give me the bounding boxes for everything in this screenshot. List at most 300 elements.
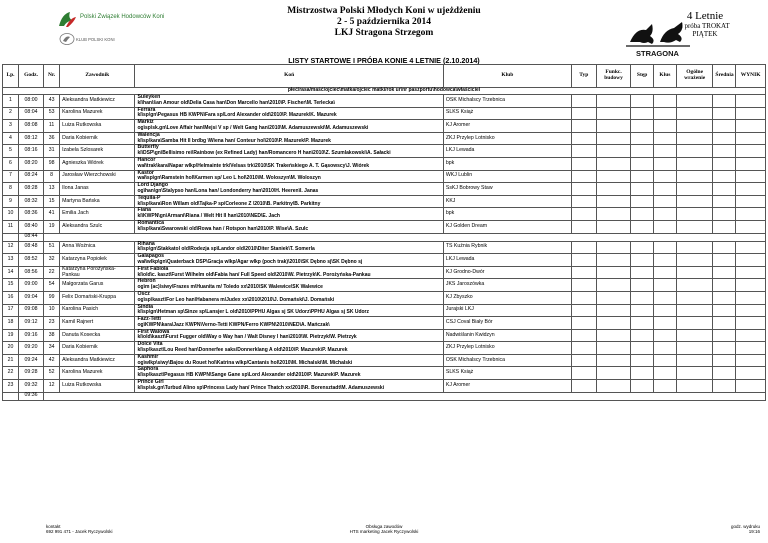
row-time: 08:04 <box>18 107 43 120</box>
horse-details: kl\sp\kaszt\Lou Reed han\Donnerfee saks/Donnerklang A old\2010\P. Mazurek\P. Mazurek <box>137 347 348 354</box>
table-row <box>3 120 766 133</box>
row-club: KKJ <box>443 195 571 208</box>
row-horse <box>135 329 443 342</box>
score-cell <box>654 170 677 183</box>
score-cell <box>571 354 596 367</box>
score-cell <box>654 317 677 330</box>
table-row <box>3 254 766 267</box>
horse-details: kl\old\kaszt\Furst Fugger old\Way o Way han / Walt Disney I han\2010\W. Pietrzyk\W. Pietrzyk <box>137 334 357 341</box>
horse-name: Ferrara <box>137 106 156 113</box>
table-row <box>3 354 766 367</box>
row-time: 08:48 <box>18 241 43 254</box>
horse-details: kl\sp\kaszt\Pegasus HB KWPN\Sange Gane sp\Lord Alexander old\2010\P. Mazurek\P. Mazurek <box>137 372 361 379</box>
row-club: LKJ Lewada <box>443 254 571 267</box>
row-horse <box>135 157 443 170</box>
table-row <box>3 145 766 158</box>
score-cell <box>631 317 654 330</box>
horse-details: og\sp\sk.gn\Love Affair han\Mejsi V sp / Welt Gang han\2010\M. Adamuszewski\M. Adamuszewski <box>137 124 369 131</box>
score-cell <box>654 304 677 317</box>
score-cell <box>596 279 630 292</box>
row-horse <box>135 220 443 233</box>
table-row <box>3 208 766 221</box>
score-cell <box>571 266 596 279</box>
row-horse <box>135 120 443 133</box>
horse-name: Prince Girl <box>137 379 164 386</box>
score-cell <box>676 354 713 367</box>
row-lp: 15 <box>3 279 19 292</box>
score-cell <box>676 380 713 393</box>
row-lp: 14 <box>3 266 19 279</box>
table-row <box>3 317 766 330</box>
score-cell <box>676 279 713 292</box>
score-cell <box>676 145 713 158</box>
score-cell <box>631 170 654 183</box>
score-cell <box>713 266 736 279</box>
row-nr: 43 <box>44 95 60 108</box>
row-nr: 11 <box>44 120 60 133</box>
col-wynik: WYNIK <box>736 65 766 88</box>
score-cell <box>631 157 654 170</box>
score-cell <box>654 183 677 196</box>
row-time: 09:12 <box>18 317 43 330</box>
horse-name: Walencja <box>137 131 160 138</box>
row-time: 08:12 <box>18 132 43 145</box>
score-cell <box>654 241 677 254</box>
row-nr: 13 <box>44 183 60 196</box>
score-cell <box>596 354 630 367</box>
footer-print-value: 19:16 <box>748 529 760 534</box>
row-lp: 20 <box>3 342 19 355</box>
col-lp: Lp. <box>3 65 19 88</box>
score-cell <box>736 291 766 304</box>
score-cell <box>571 170 596 183</box>
horse-name: First Waiowa <box>137 328 170 335</box>
row-rider: Danuta Kosecka <box>60 329 135 342</box>
row-horse <box>135 317 443 330</box>
row-time: 08:28 <box>18 183 43 196</box>
row-nr: 22 <box>44 266 60 279</box>
horse-name: Oscz <box>137 290 150 297</box>
score-cell <box>736 220 766 233</box>
score-cell <box>654 120 677 133</box>
row-lp: 2 <box>3 107 19 120</box>
score-cell <box>713 132 736 145</box>
score-cell <box>736 170 766 183</box>
horse-details: kl\sp\gn\Pegasus HB KWPN\Fara sp/Lord Alexander old\2010\P. Mazurek\K. Mazurek <box>137 112 337 119</box>
category-tag <box>650 10 760 38</box>
score-cell <box>654 367 677 380</box>
score-cell <box>713 279 736 292</box>
score-cell <box>676 195 713 208</box>
score-cell <box>596 380 630 393</box>
score-cell <box>713 95 736 108</box>
row-lp: 11 <box>3 220 19 233</box>
row-time: 08:20 <box>18 157 43 170</box>
row-club: TS Kuźnia Rybnik <box>443 241 571 254</box>
score-cell <box>631 195 654 208</box>
horse-details: kl\old\c. kaszt\Furst Wilhelm old\Fabia han/ Full Speed old\2010\W. Pietrzyk\K. Porożyńska-Pankau <box>137 271 371 278</box>
row-time: 09:28 <box>18 367 43 380</box>
horse-details: wał\sp\gn\Ramstein hol\Karmen sp/ Leo L hol\2010\M. Woloszyn\M. Woloszyn <box>137 175 321 182</box>
col-godz: Godz. <box>18 65 43 88</box>
score-cell <box>596 145 630 158</box>
score-cell <box>596 304 630 317</box>
score-cell <box>736 120 766 133</box>
row-club: KJ Aromer <box>443 380 571 393</box>
score-cell <box>654 380 677 393</box>
score-cell <box>571 241 596 254</box>
event-venue: LKJ Stragona Strzegom <box>334 28 434 38</box>
break-time: 09:36 <box>18 392 43 400</box>
horse-name: Romantica <box>137 219 164 226</box>
score-cell <box>713 241 736 254</box>
row-lp: 5 <box>3 145 19 158</box>
table-row <box>3 241 766 254</box>
table-row <box>3 132 766 145</box>
score-cell <box>596 317 630 330</box>
table-row <box>3 183 766 196</box>
row-lp: 12 <box>3 241 19 254</box>
score-cell <box>571 195 596 208</box>
score-cell <box>736 183 766 196</box>
score-cell <box>654 220 677 233</box>
row-horse <box>135 354 443 367</box>
score-cell <box>596 95 630 108</box>
score-cell <box>713 208 736 221</box>
score-cell <box>676 266 713 279</box>
row-horse <box>135 208 443 221</box>
horse-name: Galapagos <box>137 253 164 260</box>
score-cell <box>713 195 736 208</box>
row-time: 08:36 <box>18 208 43 221</box>
col-kon: Koń <box>135 65 443 88</box>
row-horse <box>135 304 443 317</box>
break-spacer <box>44 233 766 241</box>
horse-name: Fiana <box>137 207 152 214</box>
row-lp: 4 <box>3 132 19 145</box>
score-cell <box>736 195 766 208</box>
horse-details: kl\han\ŝan Amour old\Delia Casa han\Don Marcello han\2010\P. Fischer\M. Terlecka\ <box>137 99 335 106</box>
footer-contact-label: kontakt <box>46 524 61 529</box>
score-cell <box>654 279 677 292</box>
table-header <box>3 65 766 95</box>
break-row <box>3 392 766 400</box>
score-cell <box>654 354 677 367</box>
klub-polski-koni-logo <box>58 32 114 46</box>
score-cell <box>571 367 596 380</box>
row-horse <box>135 95 443 108</box>
row-nr: 99 <box>44 291 60 304</box>
start-list-title: LISTY STARTOWE I PRÓBA KONIE 4 LETNIE (2.10.2014) <box>288 56 480 65</box>
horse-name: Hebron <box>137 278 156 285</box>
score-cell <box>654 208 677 221</box>
score-cell <box>571 329 596 342</box>
score-cell <box>596 157 630 170</box>
row-nr: 42 <box>44 354 60 367</box>
col-step: Stęp <box>631 65 654 88</box>
score-cell <box>596 367 630 380</box>
horse-name: Kashmir <box>137 353 159 360</box>
row-nr: 36 <box>44 132 60 145</box>
horse-details: wał\wlkp\gn\Quaterback DSP\Gracja wlkp/Agar wlkp (poch trak)\2010\SK Dębno sj\SK Dębno sj <box>137 258 363 265</box>
score-cell <box>596 266 630 279</box>
score-cell <box>631 132 654 145</box>
score-cell <box>631 145 654 158</box>
score-cell <box>571 291 596 304</box>
horse-name: Saphora <box>137 366 159 373</box>
horse-name: Sindia <box>137 303 154 310</box>
score-cell <box>736 241 766 254</box>
row-lp: 10 <box>3 208 19 221</box>
col-typ: Typ <box>571 65 596 88</box>
pedigree-subheader: płeć/rasa/maść/ojciec\matka/ojciec matki/rok ur\nr paszportu\hodowca\właściciel <box>3 88 766 95</box>
score-cell <box>654 254 677 267</box>
score-cell <box>596 342 630 355</box>
row-club: ZKJ Przylep Lotnisko <box>443 342 571 355</box>
row-time: 08:08 <box>18 120 43 133</box>
row-nr: 52 <box>44 367 60 380</box>
score-cell <box>676 120 713 133</box>
score-cell <box>571 183 596 196</box>
table-row <box>3 342 766 355</box>
score-cell <box>596 107 630 120</box>
score-cell <box>571 220 596 233</box>
row-nr: 10 <box>44 304 60 317</box>
score-cell <box>631 241 654 254</box>
row-rider: Karolina Mazurek <box>60 367 135 380</box>
break-time: 08:44 <box>18 233 43 241</box>
score-cell <box>676 95 713 108</box>
score-cell <box>631 107 654 120</box>
score-cell <box>596 329 630 342</box>
score-cell <box>596 195 630 208</box>
row-lp: 1 <box>3 95 19 108</box>
horse-details: kl\DSP\gn\Bellisimo rei\Rainbow (ex Refined Lady) han/Romancero H han\2010\Z. Szumlakowski\A. Sałacki <box>137 150 391 157</box>
horse-details: wał\trak\kara\Napar wlkp\Helmainte trk/Velsas trk\2010\SK Trakeńskiego A. T. Gąsowscy\J. Wiórek <box>137 162 370 169</box>
table-row <box>3 195 766 208</box>
row-horse <box>135 195 443 208</box>
row-horse <box>135 132 443 145</box>
footer-organizer-label: Obsługa zawodów <box>365 524 403 529</box>
score-cell <box>571 145 596 158</box>
score-cell <box>631 329 654 342</box>
row-club: JKS Jaroszówka <box>443 279 571 292</box>
score-cell <box>736 132 766 145</box>
row-horse <box>135 266 443 279</box>
row-club: WKJ Lublin <box>443 170 571 183</box>
score-cell <box>654 157 677 170</box>
klub-logo-text: KLUB POLSKI KONI <box>76 37 115 42</box>
row-rider: Aleksandra Matkiewicz <box>60 354 135 367</box>
score-cell <box>676 208 713 221</box>
row-rider: Emilia Jach <box>60 208 135 221</box>
score-cell <box>631 279 654 292</box>
row-lp: 17 <box>3 304 19 317</box>
table-row <box>3 157 766 170</box>
row-horse <box>135 241 443 254</box>
score-cell <box>654 291 677 304</box>
row-time: 08:00 <box>18 95 43 108</box>
col-klus: Kłus <box>654 65 677 88</box>
row-lp: 16 <box>3 291 19 304</box>
score-cell <box>631 220 654 233</box>
row-rider: Agnieszka Wiórek <box>60 157 135 170</box>
horse-details: og\m (ac)\siwy\Frazes m\Huanita m/ Toledo xx\2010\SK Walewice\SK Walewice <box>137 284 323 291</box>
row-horse <box>135 254 443 267</box>
score-cell <box>571 304 596 317</box>
score-cell <box>596 132 630 145</box>
row-nr: 51 <box>44 241 60 254</box>
horse-name: Kastor <box>137 169 154 176</box>
score-cell <box>736 157 766 170</box>
score-cell <box>736 354 766 367</box>
score-cell <box>654 145 677 158</box>
table-row <box>3 304 766 317</box>
footer-print-time <box>731 524 760 534</box>
footer-organizer-name: HTS marketing Jacek Ryczywolski <box>349 529 419 534</box>
score-cell <box>654 329 677 342</box>
score-cell <box>631 95 654 108</box>
score-cell <box>736 317 766 330</box>
row-nr: 54 <box>44 279 60 292</box>
table-row <box>3 367 766 380</box>
row-lp: 13 <box>3 254 19 267</box>
col-klub: Klub <box>443 65 571 88</box>
score-cell <box>631 208 654 221</box>
table-row <box>3 170 766 183</box>
col-funkc: Funkc. budowy <box>596 65 630 88</box>
score-cell <box>596 291 630 304</box>
score-cell <box>713 107 736 120</box>
score-cell <box>631 354 654 367</box>
table-row <box>3 266 766 279</box>
score-cell <box>571 279 596 292</box>
row-nr: 41 <box>44 208 60 221</box>
score-cell <box>631 304 654 317</box>
score-cell <box>713 145 736 158</box>
score-cell <box>654 95 677 108</box>
score-cell <box>676 342 713 355</box>
score-cell <box>713 342 736 355</box>
score-cell <box>631 183 654 196</box>
row-lp: 22 <box>3 367 19 380</box>
row-club: KJ Grodno-Dwór <box>443 266 571 279</box>
score-cell <box>676 183 713 196</box>
score-cell <box>571 380 596 393</box>
horse-details: kl\sp\sk.gn\Turbud Alino sp\Princess Lady han/ Prince Thatch xx\2010\R. Borensztadt\M. Adamuszewski <box>137 384 385 391</box>
row-horse <box>135 367 443 380</box>
row-rider: Ilona Janas <box>60 183 135 196</box>
row-horse <box>135 107 443 120</box>
score-cell <box>676 132 713 145</box>
row-rider: Izabela Szlosarek <box>60 145 135 158</box>
col-zawodnik: Zawodnik <box>60 65 135 88</box>
row-horse <box>135 291 443 304</box>
horse-name: Butterfly <box>137 144 159 151</box>
col-ogolne: Ogólne wrażenie <box>676 65 713 88</box>
pzhk-logo-text: Polski Związek Hodowców Koni <box>80 14 165 20</box>
row-club: OSK Michalscy Trzebnica <box>443 354 571 367</box>
table-row <box>3 380 766 393</box>
row-horse <box>135 342 443 355</box>
table-row <box>3 95 766 108</box>
row-club: KJ Zbyszko <box>443 291 571 304</box>
score-cell <box>571 342 596 355</box>
category-test: I próba TROKAT <box>680 22 730 30</box>
horse-details: kl\KWPN\gn\Armani\Riana / Welt Hit II han\2010\NED\E. Jach <box>137 213 280 220</box>
score-cell <box>713 304 736 317</box>
horse-name: First Fabiola <box>137 265 169 272</box>
score-cell <box>736 266 766 279</box>
row-rider: Kamil Rajnert <box>60 317 135 330</box>
footer-contact-phone: 692 991 471 - Jacek Ryczywolski <box>46 529 113 534</box>
score-cell <box>676 367 713 380</box>
table-row <box>3 107 766 120</box>
score-cell <box>676 329 713 342</box>
score-cell <box>736 107 766 120</box>
score-cell <box>631 380 654 393</box>
score-cell <box>596 254 630 267</box>
row-rider: Felix Domański-Kruppa <box>60 291 135 304</box>
row-rider: Małgorzata Garus <box>60 279 135 292</box>
break-cell <box>3 233 19 241</box>
row-lp: 21 <box>3 354 19 367</box>
score-cell <box>713 254 736 267</box>
horse-details: kl\sp\kara\Samba Hit II brdbg \Wiena han/ Conteur hol\2010\P. Mazurek\P. Mazurek <box>137 137 331 144</box>
score-cell <box>571 95 596 108</box>
break-cell <box>3 392 19 400</box>
table-body <box>3 95 766 401</box>
row-time: 09:20 <box>18 342 43 355</box>
horse-details: kl\sp\gn\Stakkatol old\Rodezja sp\Landor old\2010\Diter Staniek\T. Somerla <box>137 246 315 253</box>
row-nr: 8 <box>44 170 60 183</box>
event-title: Mistrzostwa Polski Młodych Koni w ujeżdżeniu <box>287 6 481 16</box>
score-cell <box>571 254 596 267</box>
row-rider: Anna Woźnica <box>60 241 135 254</box>
horse-details: og\han\gn\Stalypso han\Lona han/ Londonderry han\2010\H. Heeren\I. Janas <box>137 187 319 194</box>
row-rider: Jarosław Wierzchowski <box>60 170 135 183</box>
score-cell <box>736 329 766 342</box>
row-time: 09:00 <box>18 279 43 292</box>
score-cell <box>713 183 736 196</box>
horse-details: og\wlkp\siwy\Bajou du Rouet hol\Katrina wlkp/Cantanis hol\2010\M. Michalski\M. Michalski <box>137 359 353 366</box>
row-nr: 38 <box>44 329 60 342</box>
horse-name: Hancor <box>137 156 156 163</box>
score-cell <box>736 342 766 355</box>
row-horse <box>135 183 443 196</box>
score-cell <box>713 157 736 170</box>
row-nr: 31 <box>44 145 60 158</box>
score-cell <box>631 254 654 267</box>
row-horse <box>135 145 443 158</box>
score-cell <box>736 254 766 267</box>
score-cell <box>713 354 736 367</box>
score-cell <box>654 342 677 355</box>
row-nr: 19 <box>44 220 60 233</box>
score-cell <box>571 157 596 170</box>
row-nr: 12 <box>44 380 60 393</box>
row-club: bpk <box>443 208 571 221</box>
score-cell <box>713 291 736 304</box>
score-cell <box>736 95 766 108</box>
row-rider: Katarzyna Porożyńska-Pankau <box>60 266 135 279</box>
row-rider: Luiza Rutkowska <box>60 120 135 133</box>
row-club: bpk <box>443 157 571 170</box>
row-time: 08:56 <box>18 266 43 279</box>
break-row <box>3 233 766 241</box>
row-rider: Katarzyna Popiołek <box>60 254 135 267</box>
row-horse <box>135 380 443 393</box>
